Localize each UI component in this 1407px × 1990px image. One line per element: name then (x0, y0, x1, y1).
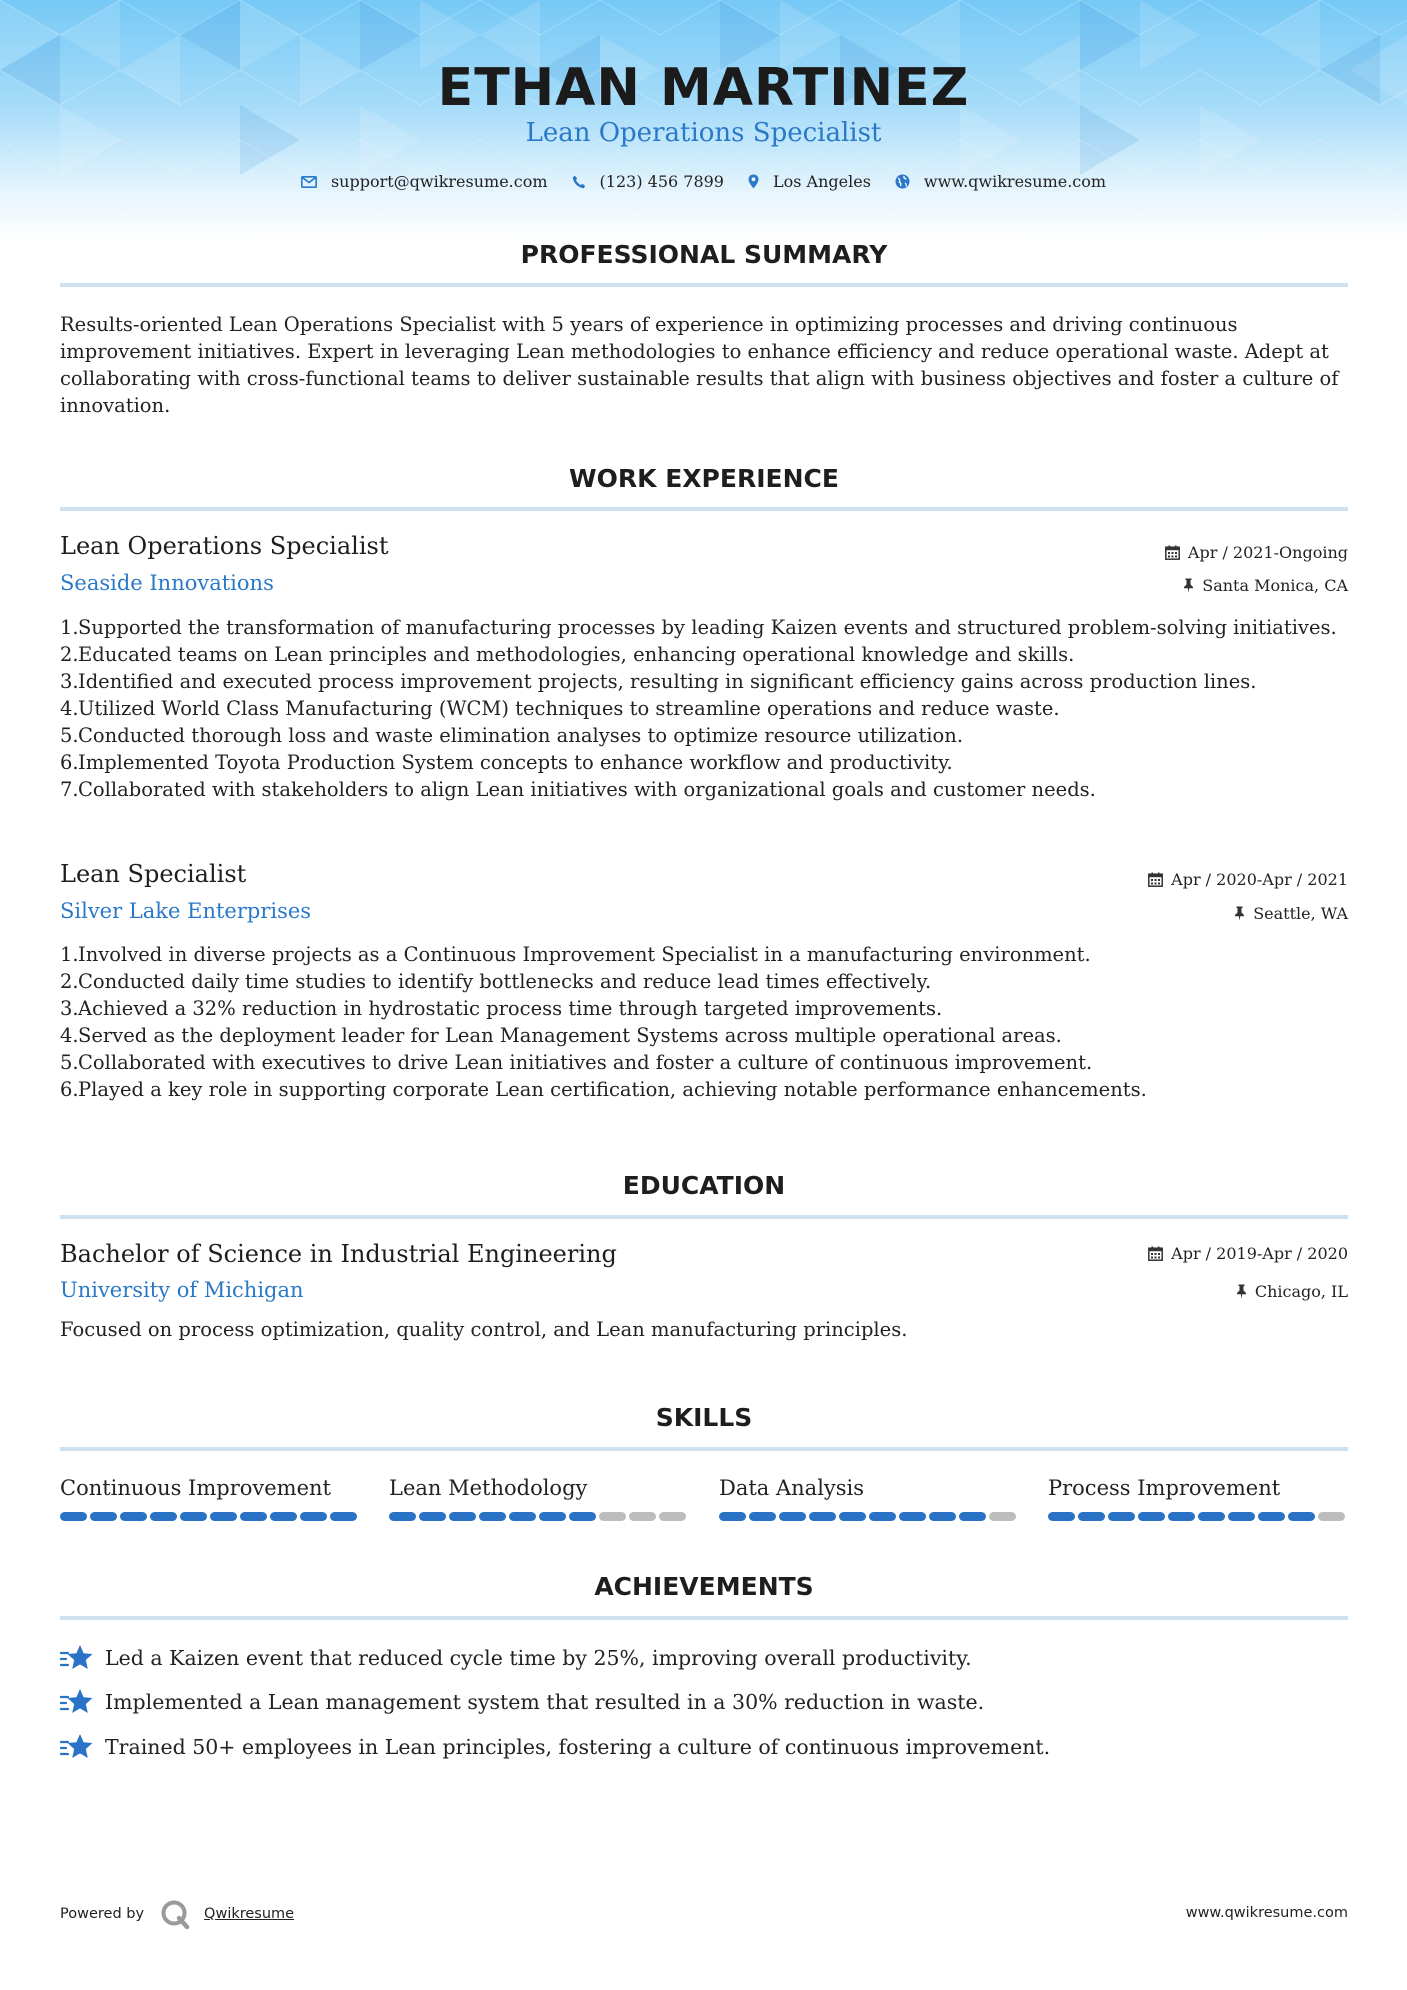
achievements-rule (60, 1616, 1348, 1620)
list-item: 2. Educated teams on Lean principles and methodologies, enhancing operational knowledge and skills. (60, 643, 1075, 666)
job-dates-text: Apr / 2020-Apr / 2021 (1171, 870, 1348, 889)
skill-level-bar (389, 1512, 689, 1521)
skill-level-segment (1318, 1512, 1345, 1521)
skill-level-segment (479, 1512, 506, 1521)
job-location (1183, 576, 1348, 595)
job-bullets (60, 941, 1350, 1103)
pushpin-icon (1183, 578, 1194, 593)
skill-level-segment (779, 1512, 806, 1521)
list-item: 3. Achieved a 32% reduction in hydrostatic process time through targeted improvements. (60, 997, 943, 1020)
education-heading: EDUCATION (622, 1171, 786, 1200)
contact-location (748, 172, 871, 191)
skill-item (1048, 1472, 1348, 1521)
achievement-text: Implemented a Lean management system that resulted in a 30% reduction in waste. (105, 1690, 985, 1714)
skill-level-segment (629, 1512, 656, 1521)
education-rule (60, 1215, 1348, 1219)
skill-level-segment (569, 1512, 596, 1521)
contact-email[interactable] (301, 172, 548, 191)
skill-level-segment (330, 1512, 357, 1521)
company-name: Silver Lake Enterprises (60, 899, 312, 923)
skill-level-segment (449, 1512, 476, 1521)
experience-rule (60, 507, 1348, 511)
degree-title: Bachelor of Science in Industrial Engineering (60, 1240, 617, 1268)
skill-level-segment (389, 1512, 416, 1521)
skill-level-segment (1258, 1512, 1285, 1521)
job-location-text: Seattle, WA (1253, 904, 1348, 923)
list-item: 6. Implemented Toyota Production System concepts to enhance workflow and productivity. (60, 751, 953, 774)
skill-level-segment (839, 1512, 866, 1521)
job-dates-text: Apr / 2021-Ongoing (1187, 543, 1348, 562)
calendar-icon (1148, 872, 1163, 887)
education-dates (1148, 1244, 1348, 1263)
skill-level-segment (1108, 1512, 1135, 1521)
list-item: 1. Supported the transformation of manufacturing processes by leading Kaizen events and structured problem-solving initiatives. (60, 616, 1337, 639)
calendar-icon (1148, 1246, 1163, 1261)
skill-level-segment (539, 1512, 566, 1521)
skill-level-bar (719, 1512, 1019, 1521)
job-title: Lean Operations Specialist (60, 532, 389, 560)
list-item: 2. Conducted daily time studies to identify bottlenecks and reduce lead times effectively. (60, 970, 932, 993)
list-item: 4. Utilized World Class Manufacturing (WCM) techniques to streamline operations and reduce waste. (60, 697, 1060, 720)
skill-level-segment (509, 1512, 536, 1521)
skill-level-segment (150, 1512, 177, 1521)
achievement-item (60, 1644, 972, 1672)
skill-level-segment (749, 1512, 776, 1521)
phone-icon (572, 175, 586, 189)
job-location-text: Santa Monica, CA (1202, 576, 1348, 595)
summary-text: Results-oriented Lean Operations Specialist with 5 years of experience in optimizing processes and driving continuous improvement initiatives. Expert in leveraging Lean methodologies to enhance efficiency and reduce operational waste. Adept at collaborating with cross-functional teams to deliver sustainable results that align with business objectives and foster a culture of innovation. (60, 313, 1339, 417)
summary-rule (60, 283, 1348, 287)
skill-level-segment (899, 1512, 926, 1521)
skill-level-segment (719, 1512, 746, 1521)
list-item: 7. Collaborated with stakeholders to align Lean initiatives with organizational goals and customer needs. (60, 778, 1096, 801)
contact-phone-text: (123) 456 7899 (599, 172, 724, 191)
job-title: Lean Specialist (60, 860, 247, 888)
pushpin-icon (1234, 906, 1245, 921)
skill-name: Lean Methodology (389, 1476, 588, 1500)
list-item: 3. Identified and executed process improvement projects, resulting in significant efficiency gains across production lines. (60, 670, 1257, 693)
education-description: Focused on process optimization, quality control, and Lean manufacturing principles. (60, 1318, 908, 1341)
job-dates (1165, 543, 1348, 562)
skills-rule (60, 1447, 1348, 1451)
star-icon (60, 1733, 93, 1761)
skill-level-segment (210, 1512, 237, 1521)
skill-item (719, 1472, 1019, 1521)
skill-level-segment (989, 1512, 1016, 1521)
job-bullets (60, 614, 1350, 803)
achievements-heading: ACHIEVEMENTS (594, 1572, 814, 1601)
achievement-item (60, 1688, 984, 1716)
skills-heading: SKILLS (655, 1403, 753, 1432)
calendar-icon (1165, 545, 1180, 560)
skill-level-segment (959, 1512, 986, 1521)
skill-name: Process Improvement (1048, 1476, 1281, 1500)
summary-heading: PROFESSIONAL SUMMARY (520, 240, 888, 269)
skill-name: Data Analysis (719, 1476, 865, 1500)
skill-level-segment (1138, 1512, 1165, 1521)
skills-list (60, 1472, 1348, 1532)
skill-level-segment (1078, 1512, 1105, 1521)
job-dates (1148, 870, 1348, 889)
star-icon (60, 1644, 93, 1672)
skill-name: Continuous Improvement (60, 1476, 331, 1500)
skill-item (60, 1472, 360, 1521)
experience-heading: WORK EXPERIENCE (569, 464, 839, 493)
globe-icon (895, 174, 910, 189)
education-location (1236, 1282, 1348, 1301)
footer-powered-by (60, 1899, 294, 1929)
achievement-text: Led a Kaizen event that reduced cycle time by 25%, improving overall productivity. (105, 1646, 972, 1670)
contact-phone[interactable] (572, 172, 724, 191)
contact-website-text: www.qwikresume.com (923, 172, 1107, 191)
skill-level-segment (1198, 1512, 1225, 1521)
skill-level-segment (1288, 1512, 1315, 1521)
contact-website[interactable] (895, 172, 1106, 191)
achievement-text: Trained 50+ employees in Lean principles, fostering a culture of continuous improvement. (105, 1735, 1051, 1759)
skill-level-segment (180, 1512, 207, 1521)
list-item: 5. Collaborated with executives to drive Lean initiatives and foster a culture of continuous improvement. (60, 1051, 1093, 1074)
skill-level-segment (929, 1512, 956, 1521)
footer-website[interactable]: www.qwikresume.com (1185, 1905, 1348, 1921)
pushpin-icon (1236, 1284, 1247, 1299)
skill-level-bar (1048, 1512, 1348, 1521)
skill-level-segment (60, 1512, 87, 1521)
skill-level-segment (659, 1512, 686, 1521)
contact-bar (0, 172, 1407, 191)
school-name: University of Michigan (60, 1278, 304, 1302)
achievement-item (60, 1733, 1050, 1761)
envelope-icon (301, 176, 317, 188)
skill-level-segment (1168, 1512, 1195, 1521)
powered-by-label: Powered by (60, 1906, 145, 1922)
skill-level-bar (60, 1512, 360, 1521)
skill-level-segment (869, 1512, 896, 1521)
skill-level-segment (599, 1512, 626, 1521)
skill-level-segment (240, 1512, 267, 1521)
skill-level-segment (1228, 1512, 1255, 1521)
skill-level-segment (270, 1512, 297, 1521)
education-dates-text: Apr / 2019-Apr / 2020 (1171, 1244, 1348, 1263)
candidate-name: ETHAN MARTINEZ (437, 58, 970, 118)
contact-email-text: support@qwikresume.com (330, 172, 548, 191)
education-location-text: Chicago, IL (1254, 1282, 1348, 1301)
skill-level-segment (1048, 1512, 1075, 1521)
company-name: Seaside Innovations (60, 571, 274, 595)
skill-level-segment (300, 1512, 327, 1521)
candidate-role: Lean Operations Specialist (525, 118, 882, 148)
job-location (1234, 904, 1348, 923)
map-pin-icon (748, 174, 759, 189)
qwikresume-logo-icon (160, 1899, 190, 1929)
list-item: 1. Involved in diverse projects as a Continuous Improvement Specialist in a manufacturing environment. (60, 943, 1091, 966)
list-item: 4. Served as the deployment leader for Lean Management Systems across multiple operational areas. (60, 1024, 1062, 1047)
skill-item (389, 1472, 689, 1521)
qwikresume-link[interactable]: Qwikresume (204, 1906, 295, 1922)
skill-level-segment (120, 1512, 147, 1521)
skill-level-segment (419, 1512, 446, 1521)
skill-level-segment (90, 1512, 117, 1521)
list-item: 6. Played a key role in supporting corporate Lean certification, achieving notable performance enhancements. (60, 1078, 1147, 1101)
list-item: 5. Conducted thorough loss and waste elimination analyses to optimize resource utilization. (60, 724, 964, 747)
star-icon (60, 1688, 93, 1716)
skill-level-segment (809, 1512, 836, 1521)
contact-location-text: Los Angeles (772, 172, 871, 191)
